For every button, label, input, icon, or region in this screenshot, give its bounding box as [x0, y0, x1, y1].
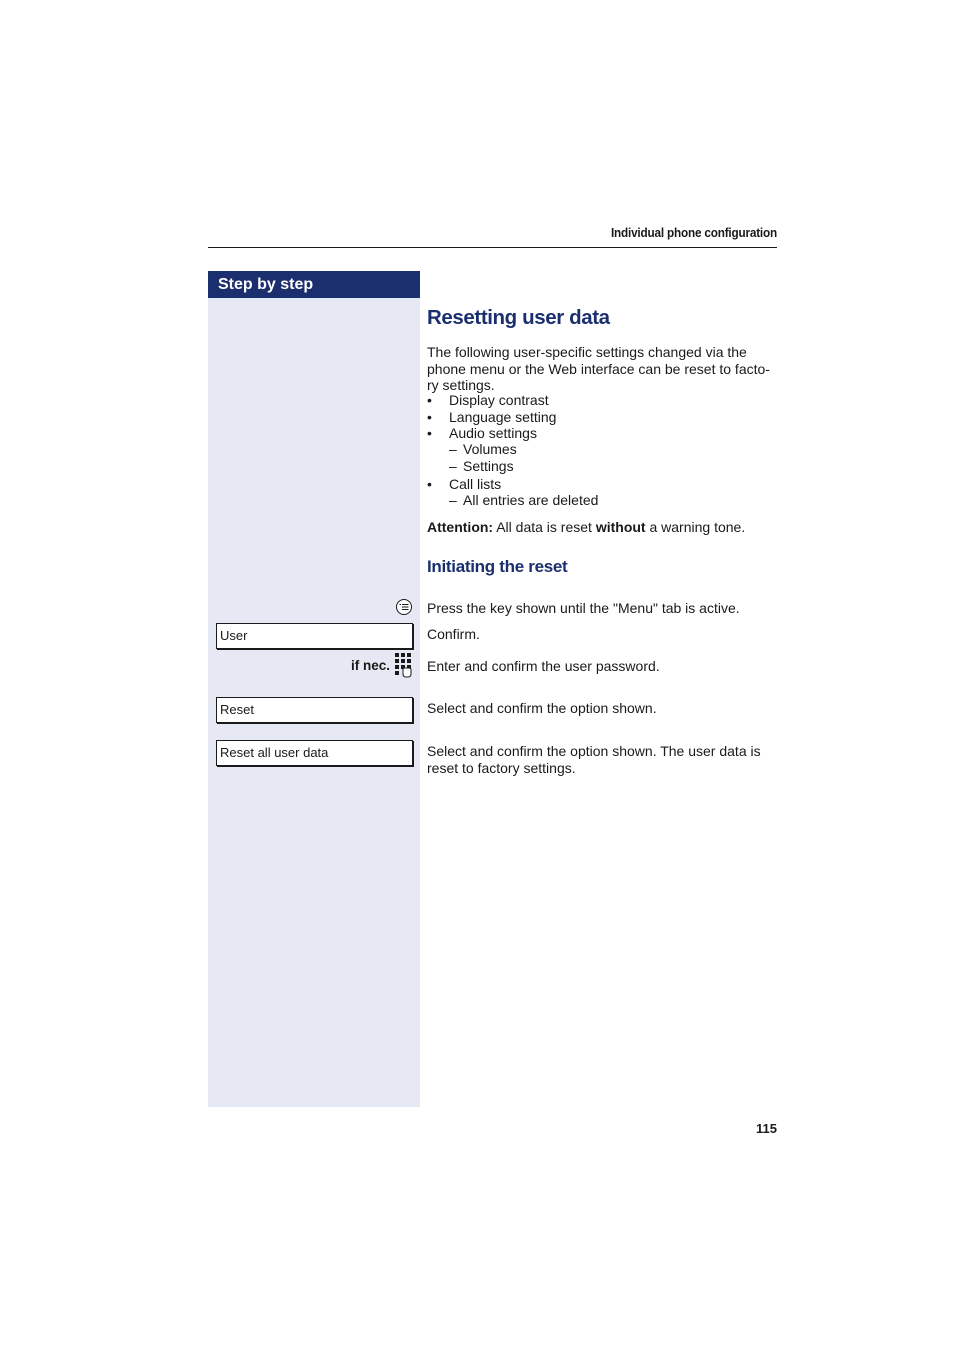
step-text: Select and confirm the option shown. — [427, 700, 657, 716]
dash-icon: – — [449, 441, 457, 457]
bullet-item — [427, 409, 556, 426]
sub-bullet-item — [449, 441, 517, 458]
bullet-icon: • — [427, 392, 432, 408]
header-rule — [208, 247, 777, 248]
subsection-title: Initiating the reset — [427, 557, 568, 576]
sub-bullet-item — [449, 492, 598, 509]
step-text — [427, 743, 782, 776]
bullet-item — [427, 476, 501, 493]
dash-icon: – — [449, 492, 457, 508]
attention-note — [427, 519, 745, 536]
sub-bullet-label: All entries are deleted — [463, 492, 599, 508]
intro-line: phone menu or the Web interface can be reset to facto- — [427, 360, 770, 377]
attention-emphasis: without — [595, 519, 646, 535]
intro-line: ry settings. — [427, 377, 495, 393]
condition-label: if nec. — [350, 658, 390, 673]
section-title: Resetting user data — [427, 306, 610, 329]
step-text: Confirm. — [427, 626, 480, 642]
dash-icon: – — [449, 458, 457, 474]
step-text-line: reset to factory settings. — [427, 759, 576, 776]
bullet-item — [427, 425, 537, 442]
keypad-icon[interactable] — [394, 652, 414, 678]
attention-label: Attention: — [427, 519, 494, 535]
step-by-step-sidebar — [208, 271, 420, 1107]
menu-option-reset[interactable]: Reset — [216, 697, 413, 723]
step-text-line: Select and confirm the option shown. The user data is — [427, 743, 761, 759]
sub-bullet-label: Settings — [463, 458, 514, 474]
bullet-icon: • — [427, 425, 432, 441]
bullet-icon: • — [427, 409, 432, 425]
bullet-label: Audio settings — [449, 425, 537, 441]
bullet-label: Display contrast — [449, 392, 549, 408]
attention-text: All data is reset — [496, 519, 592, 535]
sidebar-heading: Step by step — [208, 271, 420, 298]
intro-line: The following user-specific settings changed via the — [427, 344, 747, 360]
bullet-item — [427, 392, 549, 409]
page-number: 115 — [756, 1121, 777, 1136]
running-header: Individual phone configuration — [610, 226, 777, 240]
bullet-label: Language setting — [449, 409, 557, 425]
step-text: Enter and confirm the user password. — [427, 658, 660, 674]
menu-option-user[interactable]: User — [216, 623, 413, 649]
bullet-label: Call lists — [449, 476, 502, 492]
sub-bullet-label: Volumes — [463, 441, 517, 457]
menu-key-icon[interactable] — [395, 598, 413, 616]
sub-bullet-item — [449, 458, 514, 475]
attention-text-end: a warning tone. — [649, 519, 746, 535]
step-text: Press the key shown until the "Menu" tab is active. — [427, 600, 740, 616]
menu-option-reset-all-user-data[interactable]: Reset all user data — [216, 740, 413, 766]
intro-paragraph — [427, 344, 782, 394]
bullet-icon: • — [427, 476, 432, 492]
